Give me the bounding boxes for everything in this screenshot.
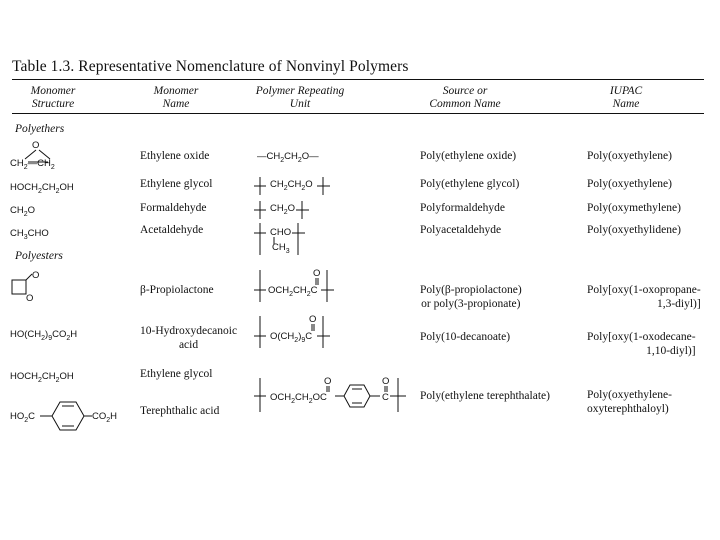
row6-iupac-name: Poly[oxy(1-oxodecane- 1,10-diyl)]: [587, 331, 696, 357]
header-monomer-name: Monomer Name: [153, 85, 199, 110]
row3-monomer-name: Formaldehyde: [140, 202, 207, 214]
svg-text:O: O: [324, 376, 332, 387]
header-iupac-name: IUPAC Name: [609, 85, 643, 110]
row2-repeating-unit: $CH_2CH_2O$: [270, 179, 313, 192]
header-monomer-structure: Monomer Structure: [30, 85, 76, 110]
row1-iupac-name: Poly(oxyethylene): [587, 150, 672, 162]
row7-source-name: Poly(ethylene terephthalate): [420, 390, 550, 402]
section-polyesters: Polyesters: [15, 250, 63, 262]
row7-glycol-structure: $HOCH_2CH_2OH$: [10, 371, 74, 384]
svg-text:C: C: [382, 392, 389, 403]
row4-monomer-name: Acetaldehyde: [140, 224, 204, 236]
row5-iupac-name: Poly[oxy(1-oxopropane- 1,3-diyl)]: [587, 284, 701, 310]
row6-repeating-unit: $O(CH_2)_9C$: [270, 331, 313, 344]
table-title: Table 1.3. Representative Nomenclature of Nonvinyl Polymers: [12, 58, 409, 75]
row4-methyl: $CH_3$: [272, 242, 290, 255]
header-source-name: Source or Common Name: [429, 85, 501, 110]
row5-repeating-unit: $OCH_2CH_2C$: [268, 285, 318, 298]
section-polyethers: Polyethers: [15, 123, 65, 135]
svg-text:O: O: [26, 293, 34, 304]
svg-text:O: O: [382, 376, 390, 387]
row4-repeating-unit: CHO: [270, 227, 292, 238]
row5-source-name: Poly(β-propiolactone) or poly(3-propionate): [420, 284, 522, 310]
row3-source-name: Polyformaldehyde: [420, 202, 505, 214]
row4-monomer-structure: $CH_3CHO$: [10, 228, 49, 241]
row2-monomer-structure: $HOCH_2CH_2OH$: [10, 182, 74, 195]
row5-monomer-name: β-Propiolactone: [140, 284, 214, 296]
row1-repeating-unit: $—CH_2CH_2O—$: [257, 151, 319, 164]
header-top-rule: [12, 79, 704, 80]
row6-monomer-name: 10-Hydroxydecanoic acid: [140, 325, 238, 351]
header-bottom-rule: [12, 113, 704, 114]
terephthalic-benzene-ring: [40, 398, 100, 432]
propiolactone-ring: [10, 270, 50, 304]
row3-iupac-name: Poly(oxymethylene): [587, 202, 681, 214]
svg-text:O: O: [32, 270, 40, 281]
row7-iupac-name: Poly(oxyethylene- oxyterephthaloyl): [587, 389, 672, 415]
ethylene-oxide-formula: $CH_2—CH_2$: [10, 158, 55, 171]
row3-repeating-unit: $CH_2O$: [270, 203, 296, 216]
row2-monomer-name: Ethylene glycol: [140, 178, 213, 190]
header-repeating-unit: Polymer Repeating Unit: [255, 85, 345, 110]
row6-monomer-structure: $HO(CH_2)_9CO_2H$: [10, 329, 78, 342]
row3-monomer-structure: $CH_2O$: [10, 205, 36, 218]
row7-acid-right: $CO_2H$: [92, 411, 118, 424]
row7-acid-left: $HO_2C$: [10, 411, 36, 424]
svg-text:O: O: [313, 268, 321, 279]
row6-source-name: Poly(10-decanoate): [420, 331, 511, 343]
row4-source-name: Polyacetaldehyde: [420, 224, 502, 236]
row1-source-name: Poly(ethylene oxide): [420, 150, 517, 162]
row4-iupac-name: Poly(oxyethylidene): [587, 224, 681, 236]
row7-repeating-unit: $OCH_2CH_2OC$: [270, 392, 327, 405]
row7-monomer-name-acid: Terephthalic acid: [140, 405, 220, 417]
row1-monomer-name: Ethylene oxide: [140, 150, 210, 162]
row2-iupac-name: Poly(oxyethylene): [587, 178, 672, 190]
row2-source-name: Poly(ethylene glycol): [420, 178, 520, 190]
svg-text:O: O: [32, 140, 40, 151]
svg-text:O: O: [309, 314, 317, 325]
row7-monomer-name-glycol: Ethylene glycol: [140, 368, 213, 380]
